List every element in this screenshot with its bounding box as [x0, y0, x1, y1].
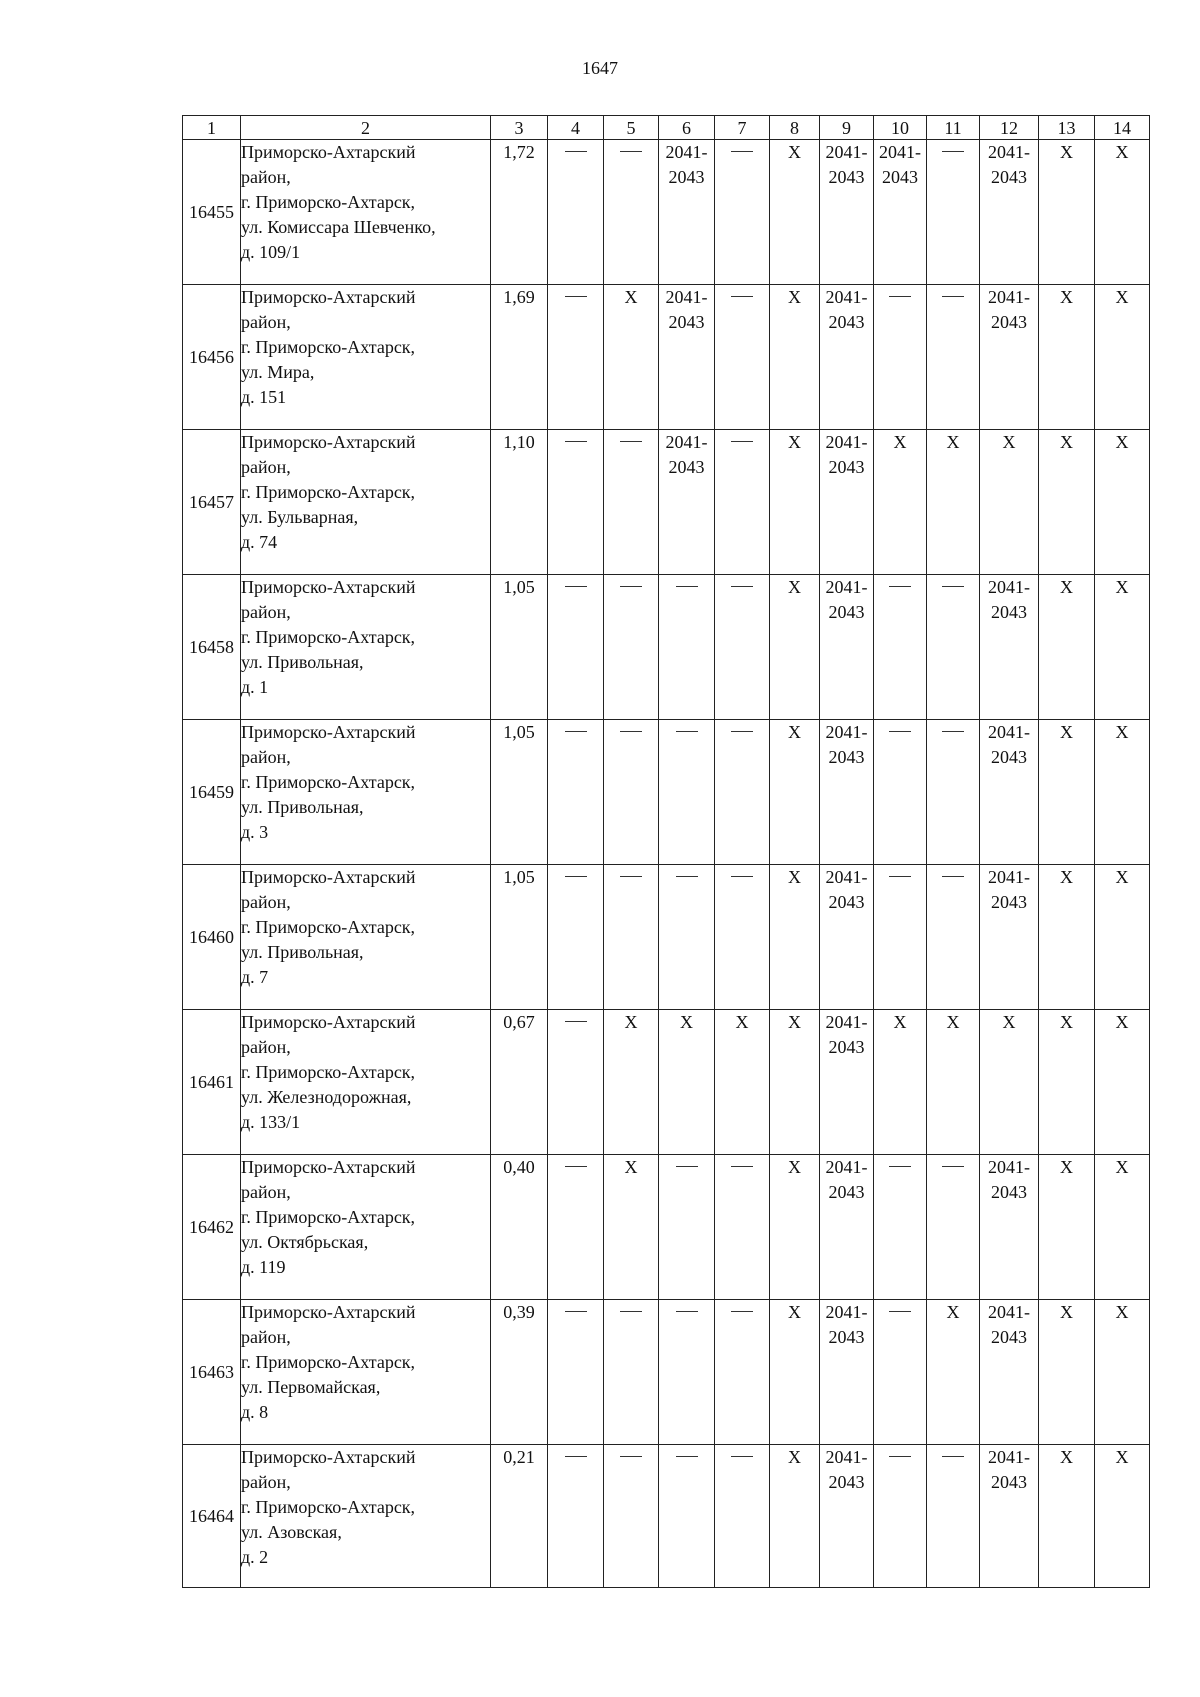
- value-cell-col-12: 2041-2043: [980, 575, 1039, 720]
- dash-mark: [731, 876, 753, 877]
- dash-mark: [889, 731, 911, 732]
- dash-mark: [565, 1311, 587, 1312]
- dash-mark: [889, 1166, 911, 1167]
- value-cell-col-14: X: [1095, 140, 1150, 285]
- dash-mark: [889, 586, 911, 587]
- value-cell-col-5: [604, 865, 659, 1010]
- dash-mark: [676, 1311, 698, 1312]
- address-line: ул. Привольная,: [241, 652, 364, 672]
- column-header-3: 3: [491, 116, 548, 140]
- value-cell-col-10: [874, 865, 927, 1010]
- address-line: район,: [241, 747, 291, 767]
- address-cell: [241, 285, 491, 430]
- value-cell-col-12: X: [980, 430, 1039, 575]
- address-line: г. Приморско-Ахтарск,: [241, 337, 416, 357]
- dash-mark: [731, 1311, 753, 1312]
- value-cell-col-11: [927, 285, 980, 430]
- address-cell: [241, 575, 491, 720]
- value-cell-col-9: 2041-2043: [820, 1300, 874, 1445]
- area-cell: 0,21: [491, 1445, 548, 1588]
- dash-mark: [731, 586, 753, 587]
- column-header-9: 9: [820, 116, 874, 140]
- value-cell-col-14: X: [1095, 720, 1150, 865]
- value-cell-col-13: X: [1039, 1445, 1095, 1588]
- value-cell-col-6: 2041-2043: [659, 140, 715, 285]
- value-cell-col-7: [715, 720, 770, 865]
- value-cell-col-6: [659, 1300, 715, 1445]
- value-cell-col-9: 2041-2043: [820, 140, 874, 285]
- dash-mark: [942, 151, 964, 152]
- address-line: ул. Привольная,: [241, 942, 364, 962]
- dash-mark: [731, 731, 753, 732]
- column-header-5: 5: [604, 116, 659, 140]
- value-cell-col-5: [604, 575, 659, 720]
- address-line: район,: [241, 312, 291, 332]
- address-cell: [241, 720, 491, 865]
- address-line: ул. Комиссара Шевченко,: [241, 217, 436, 237]
- dash-mark: [620, 1311, 642, 1312]
- address-line: Приморско-Ахтарский: [241, 1447, 416, 1467]
- dash-mark: [620, 731, 642, 732]
- address-line: Приморско-Ахтарский: [241, 142, 416, 162]
- address-line: г. Приморско-Ахтарск,: [241, 772, 416, 792]
- row-id: 16464: [183, 1445, 241, 1588]
- address-line: Приморско-Ахтарский: [241, 1302, 416, 1322]
- area-cell: 1,05: [491, 575, 548, 720]
- column-header-1: 1: [183, 116, 241, 140]
- value-cell-col-8: X: [770, 720, 820, 865]
- dash-mark: [565, 1456, 587, 1457]
- address-line: район,: [241, 1327, 291, 1347]
- value-cell-col-8: X: [770, 1445, 820, 1588]
- value-cell-col-7: [715, 1155, 770, 1300]
- value-cell-col-4: [548, 1155, 604, 1300]
- dash-mark: [942, 876, 964, 877]
- value-cell-col-13: X: [1039, 285, 1095, 430]
- value-cell-col-11: [927, 1155, 980, 1300]
- value-cell-col-7: [715, 430, 770, 575]
- value-cell-col-9: 2041-2043: [820, 1445, 874, 1588]
- value-cell-col-14: X: [1095, 865, 1150, 1010]
- value-cell-col-12: 2041-2043: [980, 140, 1039, 285]
- column-header-11: 11: [927, 116, 980, 140]
- data-table: [182, 115, 1150, 1588]
- value-cell-col-11: [927, 575, 980, 720]
- value-cell-col-9: 2041-2043: [820, 1010, 874, 1155]
- table-row: [183, 1155, 1150, 1300]
- address-line: ул. Первомайская,: [241, 1377, 381, 1397]
- column-header-2: 2: [241, 116, 491, 140]
- column-header-8: 8: [770, 116, 820, 140]
- value-cell-col-4: [548, 720, 604, 865]
- address-line: район,: [241, 457, 291, 477]
- value-cell-col-6: 2041-2043: [659, 430, 715, 575]
- table-row: [183, 1010, 1150, 1155]
- address-line: д. 2: [241, 1547, 269, 1567]
- value-cell-col-7: [715, 865, 770, 1010]
- address-line: Приморско-Ахтарский: [241, 577, 416, 597]
- column-header-10: 10: [874, 116, 927, 140]
- address-line: д. 1: [241, 677, 269, 697]
- address-cell: [241, 1300, 491, 1445]
- value-cell-col-12: 2041-2043: [980, 1445, 1039, 1588]
- value-cell-col-14: X: [1095, 575, 1150, 720]
- address-line: д. 74: [241, 532, 278, 552]
- value-cell-col-8: X: [770, 140, 820, 285]
- value-cell-col-10: [874, 1155, 927, 1300]
- value-cell-col-9: 2041-2043: [820, 430, 874, 575]
- table-row: [183, 430, 1150, 575]
- value-cell-col-6: [659, 1155, 715, 1300]
- dash-mark: [565, 1021, 587, 1022]
- value-cell-col-5: [604, 1300, 659, 1445]
- address-cell: [241, 1010, 491, 1155]
- dash-mark: [676, 586, 698, 587]
- address-line: г. Приморско-Ахтарск,: [241, 917, 416, 937]
- address-line: ул. Бульварная,: [241, 507, 359, 527]
- address-line: ул. Азовская,: [241, 1522, 342, 1542]
- address-line: район,: [241, 1037, 291, 1057]
- value-cell-col-6: 2041-2043: [659, 285, 715, 430]
- value-cell-col-6: [659, 720, 715, 865]
- value-cell-col-14: X: [1095, 1445, 1150, 1588]
- value-cell-col-10: 2041-2043: [874, 140, 927, 285]
- dash-mark: [565, 151, 587, 152]
- dash-mark: [676, 876, 698, 877]
- value-cell-col-4: [548, 1010, 604, 1155]
- column-header-7: 7: [715, 116, 770, 140]
- dash-mark: [889, 876, 911, 877]
- value-cell-col-12: 2041-2043: [980, 1300, 1039, 1445]
- value-cell-col-4: [548, 140, 604, 285]
- value-cell-col-10: [874, 575, 927, 720]
- address-line: Приморско-Ахтарский: [241, 1157, 416, 1177]
- dash-mark: [620, 441, 642, 442]
- dash-mark: [565, 586, 587, 587]
- value-cell-col-8: X: [770, 1010, 820, 1155]
- address-cell: [241, 865, 491, 1010]
- address-line: район,: [241, 167, 291, 187]
- column-header-13: 13: [1039, 116, 1095, 140]
- value-cell-col-5: X: [604, 1155, 659, 1300]
- address-line: д. 109/1: [241, 242, 301, 262]
- value-cell-col-14: X: [1095, 430, 1150, 575]
- address-line: г. Приморско-Ахтарск,: [241, 1062, 416, 1082]
- dash-mark: [620, 586, 642, 587]
- value-cell-col-13: X: [1039, 1155, 1095, 1300]
- value-cell-col-7: [715, 1445, 770, 1588]
- table-row: [183, 720, 1150, 865]
- value-cell-col-14: X: [1095, 1010, 1150, 1155]
- row-id: 16460: [183, 865, 241, 1010]
- value-cell-col-4: [548, 575, 604, 720]
- dash-mark: [942, 1456, 964, 1457]
- value-cell-col-12: 2041-2043: [980, 720, 1039, 865]
- value-cell-col-7: [715, 140, 770, 285]
- value-cell-col-13: X: [1039, 430, 1095, 575]
- value-cell-col-7: X: [715, 1010, 770, 1155]
- value-cell-col-8: X: [770, 1300, 820, 1445]
- value-cell-col-9: 2041-2043: [820, 285, 874, 430]
- value-cell-col-11: X: [927, 1010, 980, 1155]
- value-cell-col-8: X: [770, 430, 820, 575]
- value-cell-col-10: [874, 720, 927, 865]
- value-cell-col-6: [659, 1445, 715, 1588]
- value-cell-col-11: [927, 865, 980, 1010]
- table-row: [183, 575, 1150, 720]
- column-header-12: 12: [980, 116, 1039, 140]
- value-cell-col-9: 2041-2043: [820, 575, 874, 720]
- address-line: д. 8: [241, 1402, 269, 1422]
- address-line: д. 151: [241, 387, 287, 407]
- page-number: 1647: [582, 58, 618, 78]
- dash-mark: [565, 1166, 587, 1167]
- column-header-6: 6: [659, 116, 715, 140]
- value-cell-col-6: [659, 575, 715, 720]
- value-cell-col-9: 2041-2043: [820, 1155, 874, 1300]
- area-cell: 0,39: [491, 1300, 548, 1445]
- value-cell-col-6: X: [659, 1010, 715, 1155]
- value-cell-col-8: X: [770, 575, 820, 720]
- address-line: ул. Железнодорожная,: [241, 1087, 412, 1107]
- address-line: ул. Октябрьская,: [241, 1232, 369, 1252]
- address-cell: [241, 430, 491, 575]
- value-cell-col-12: 2041-2043: [980, 285, 1039, 430]
- value-cell-col-14: X: [1095, 1155, 1150, 1300]
- area-cell: 0,40: [491, 1155, 548, 1300]
- dash-mark: [565, 876, 587, 877]
- address-cell: [241, 1445, 491, 1588]
- dash-mark: [676, 1456, 698, 1457]
- value-cell-col-13: X: [1039, 1010, 1095, 1155]
- value-cell-col-10: [874, 1300, 927, 1445]
- value-cell-col-8: X: [770, 865, 820, 1010]
- value-cell-col-5: X: [604, 1010, 659, 1155]
- address-line: г. Приморско-Ахтарск,: [241, 1497, 416, 1517]
- area-cell: 1,72: [491, 140, 548, 285]
- dash-mark: [889, 1311, 911, 1312]
- value-cell-col-7: [715, 1300, 770, 1445]
- address-line: д. 133/1: [241, 1112, 301, 1132]
- value-cell-col-4: [548, 1445, 604, 1588]
- dash-mark: [731, 1166, 753, 1167]
- address-line: район,: [241, 602, 291, 622]
- value-cell-col-13: X: [1039, 720, 1095, 865]
- address-line: район,: [241, 1182, 291, 1202]
- value-cell-col-9: 2041-2043: [820, 865, 874, 1010]
- address-line: Приморско-Ахтарский: [241, 1012, 416, 1032]
- address-line: г. Приморско-Ахтарск,: [241, 627, 416, 647]
- value-cell-col-13: X: [1039, 1300, 1095, 1445]
- value-cell-col-7: [715, 575, 770, 720]
- dash-mark: [942, 1166, 964, 1167]
- dash-mark: [942, 586, 964, 587]
- area-cell: 0,67: [491, 1010, 548, 1155]
- row-id: 16457: [183, 430, 241, 575]
- address-line: район,: [241, 892, 291, 912]
- value-cell-col-10: X: [874, 430, 927, 575]
- value-cell-col-14: X: [1095, 1300, 1150, 1445]
- value-cell-col-12: 2041-2043: [980, 865, 1039, 1010]
- dash-mark: [731, 441, 753, 442]
- address-line: ул. Мира,: [241, 362, 315, 382]
- value-cell-col-13: X: [1039, 575, 1095, 720]
- table-body: [183, 140, 1150, 1588]
- dash-mark: [942, 296, 964, 297]
- address-line: Приморско-Ахтарский: [241, 722, 416, 742]
- dash-mark: [676, 731, 698, 732]
- address-line: Приморско-Ахтарский: [241, 432, 416, 452]
- address-line: д. 3: [241, 822, 269, 842]
- dash-mark: [676, 1166, 698, 1167]
- value-cell-col-5: X: [604, 285, 659, 430]
- header-row: [183, 116, 1150, 140]
- dash-mark: [731, 296, 753, 297]
- address-line: район,: [241, 1472, 291, 1492]
- value-cell-col-5: [604, 430, 659, 575]
- value-cell-col-10: [874, 285, 927, 430]
- value-cell-col-13: X: [1039, 865, 1095, 1010]
- value-cell-col-14: X: [1095, 285, 1150, 430]
- value-cell-col-10: X: [874, 1010, 927, 1155]
- dash-mark: [565, 296, 587, 297]
- value-cell-col-11: [927, 1445, 980, 1588]
- table-row: [183, 1300, 1150, 1445]
- row-id: 16462: [183, 1155, 241, 1300]
- row-id: 16461: [183, 1010, 241, 1155]
- dash-mark: [565, 441, 587, 442]
- area-cell: 1,05: [491, 720, 548, 865]
- dash-mark: [565, 731, 587, 732]
- value-cell-col-11: [927, 140, 980, 285]
- value-cell-col-6: [659, 865, 715, 1010]
- column-header-4: 4: [548, 116, 604, 140]
- address-line: г. Приморско-Ахтарск,: [241, 1352, 416, 1372]
- dash-mark: [620, 1456, 642, 1457]
- value-cell-col-4: [548, 430, 604, 575]
- dash-mark: [889, 1456, 911, 1457]
- row-id: 16455: [183, 140, 241, 285]
- dash-mark: [889, 296, 911, 297]
- address-line: д. 7: [241, 967, 269, 987]
- address-line: д. 119: [241, 1257, 286, 1277]
- row-id: 16456: [183, 285, 241, 430]
- row-id: 16463: [183, 1300, 241, 1445]
- row-id: 16459: [183, 720, 241, 865]
- table-row: [183, 140, 1150, 285]
- value-cell-col-5: [604, 140, 659, 285]
- value-cell-col-4: [548, 865, 604, 1010]
- value-cell-col-11: [927, 720, 980, 865]
- value-cell-col-8: X: [770, 1155, 820, 1300]
- dash-mark: [731, 1456, 753, 1457]
- dash-mark: [731, 151, 753, 152]
- table-row: [183, 285, 1150, 430]
- column-header-14: 14: [1095, 116, 1150, 140]
- value-cell-col-13: X: [1039, 140, 1095, 285]
- address-line: г. Приморско-Ахтарск,: [241, 482, 416, 502]
- address-cell: [241, 1155, 491, 1300]
- value-cell-col-11: X: [927, 1300, 980, 1445]
- area-cell: 1,69: [491, 285, 548, 430]
- value-cell-col-10: [874, 1445, 927, 1588]
- dash-mark: [942, 731, 964, 732]
- address-line: ул. Привольная,: [241, 797, 364, 817]
- value-cell-col-5: [604, 720, 659, 865]
- value-cell-col-4: [548, 1300, 604, 1445]
- table-row: [183, 865, 1150, 1010]
- value-cell-col-8: X: [770, 285, 820, 430]
- dash-mark: [620, 876, 642, 877]
- address-line: Приморско-Ахтарский: [241, 287, 416, 307]
- address-line: г. Приморско-Ахтарск,: [241, 1207, 416, 1227]
- value-cell-col-4: [548, 285, 604, 430]
- value-cell-col-7: [715, 285, 770, 430]
- address-line: Приморско-Ахтарский: [241, 867, 416, 887]
- address-cell: [241, 140, 491, 285]
- value-cell-col-11: X: [927, 430, 980, 575]
- address-line: г. Приморско-Ахтарск,: [241, 192, 416, 212]
- table-row: [183, 1445, 1150, 1588]
- area-cell: 1,05: [491, 865, 548, 1010]
- value-cell-col-5: [604, 1445, 659, 1588]
- area-cell: 1,10: [491, 430, 548, 575]
- value-cell-col-9: 2041-2043: [820, 720, 874, 865]
- row-id: 16458: [183, 575, 241, 720]
- value-cell-col-12: X: [980, 1010, 1039, 1155]
- dash-mark: [620, 151, 642, 152]
- value-cell-col-12: 2041-2043: [980, 1155, 1039, 1300]
